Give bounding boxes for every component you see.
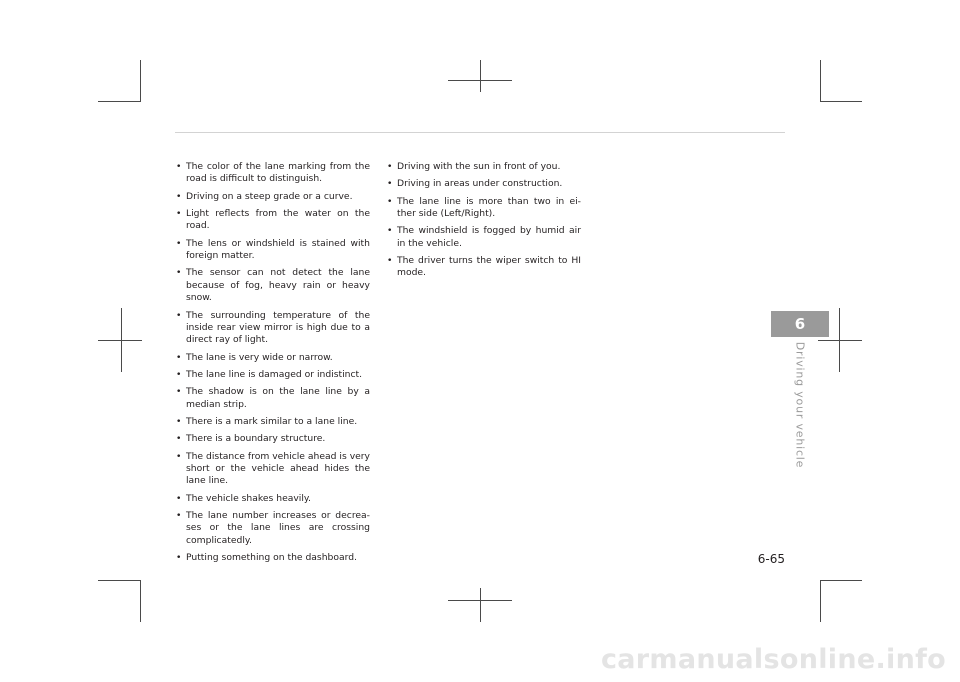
chapter-tab-title: Driving your vehicle xyxy=(793,341,807,469)
list-item xyxy=(386,196,581,221)
list-item-text: The lane line is more than two in ei-ther side (Left/Right). xyxy=(397,195,581,219)
list-item-text: The windshield is fogged by humid air in the vehicle. xyxy=(397,225,581,249)
crop-mark xyxy=(448,600,512,601)
list-item-text: The vehicle shakes heavily. xyxy=(186,492,311,504)
list-item xyxy=(175,310,370,347)
bullet-icon: • xyxy=(176,190,182,202)
bullet-icon: • xyxy=(176,433,182,445)
bullet-icon: • xyxy=(176,237,182,249)
crop-mark xyxy=(820,580,821,622)
list-item xyxy=(175,416,370,428)
bullet-icon: • xyxy=(176,552,182,564)
list-item-text: There is a boundary structure. xyxy=(186,433,326,445)
list-item xyxy=(175,369,370,381)
page-number: 6-65 xyxy=(757,552,785,566)
list-item xyxy=(175,552,370,564)
list-item xyxy=(386,178,581,190)
bullet-icon: • xyxy=(176,509,182,521)
bullet-icon: • xyxy=(176,161,182,172)
list-item-text: The color of the lane marking from the road is difficult to distinguish. xyxy=(186,161,370,185)
crop-mark xyxy=(98,340,142,341)
bullet-icon: • xyxy=(176,415,182,427)
right-column xyxy=(386,161,581,285)
list-item xyxy=(175,510,370,547)
bullet-icon: • xyxy=(387,195,393,207)
list-item xyxy=(175,433,370,445)
list-item-text: The lane number increases or decrea-ses or the lane lines are crossing complicatedly. xyxy=(186,509,370,546)
right-bullet-list xyxy=(386,161,581,280)
bullet-icon: • xyxy=(387,255,393,266)
crop-mark xyxy=(480,588,481,622)
list-item xyxy=(386,161,581,173)
crop-mark xyxy=(480,60,481,92)
list-item-text: Driving on a steep grade or a curve. xyxy=(186,190,353,202)
left-bullet-list xyxy=(175,161,370,564)
bullet-icon: • xyxy=(176,351,182,363)
list-item-text: The distance from vehicle ahead is very short or the vehicle ahead hides the lane line. xyxy=(186,450,370,487)
list-item-text: The surrounding temperature of the inside rear view mirror is high due to a direct ray of light. xyxy=(186,309,370,346)
list-item xyxy=(175,191,370,203)
crop-mark xyxy=(820,60,821,102)
site-watermark: carmanualsonline.info xyxy=(600,644,946,675)
bullet-icon: • xyxy=(176,267,182,279)
crop-mark xyxy=(820,101,862,102)
list-item-text: Light reflects from the water on the road. xyxy=(186,208,370,232)
list-item-text: There is a mark similar to a lane line. xyxy=(186,415,358,427)
list-item xyxy=(175,386,370,411)
bullet-icon: • xyxy=(176,386,182,398)
crop-mark xyxy=(98,580,140,581)
list-item-text: The shadow is on the lane line by a median strip. xyxy=(186,386,370,410)
crop-mark xyxy=(140,60,141,102)
crop-mark xyxy=(140,580,141,622)
list-item xyxy=(386,225,581,250)
bullet-icon: • xyxy=(387,225,393,237)
bullet-icon: • xyxy=(387,161,393,172)
bullet-icon: • xyxy=(176,368,182,380)
chapter-tab-number: 6 xyxy=(771,311,829,337)
list-item-text: The lane line is damaged or indistinct. xyxy=(186,368,363,380)
list-item-text: The sensor can not detect the lane because of fog, heavy rain or heavy snow. xyxy=(186,267,370,304)
list-item-text: Driving with the sun in front of you. xyxy=(397,161,561,172)
bullet-icon: • xyxy=(387,178,393,190)
crop-mark xyxy=(818,340,862,341)
list-item-text: The lane is very wide or narrow. xyxy=(186,351,333,363)
bullet-icon: • xyxy=(176,208,182,219)
left-column xyxy=(175,161,370,569)
list-item-text: Putting something on the dashboard. xyxy=(186,552,357,564)
list-item-text: Driving in areas under construction. xyxy=(397,178,563,190)
list-item xyxy=(386,255,581,280)
list-item xyxy=(175,352,370,364)
list-item xyxy=(175,208,370,233)
list-item xyxy=(175,238,370,263)
bullet-icon: • xyxy=(176,309,182,321)
header-rule xyxy=(175,132,785,133)
crop-mark xyxy=(98,101,140,102)
crop-mark xyxy=(448,80,512,81)
crop-mark xyxy=(820,580,862,581)
list-item-text: The lens or windshield is stained with foreign matter. xyxy=(186,237,370,262)
list-item xyxy=(175,493,370,505)
list-item xyxy=(175,451,370,488)
list-item xyxy=(175,267,370,304)
list-item-text: The driver turns the wiper switch to HI mode. xyxy=(397,255,581,279)
list-item xyxy=(175,161,370,186)
bullet-icon: • xyxy=(176,492,182,504)
bullet-icon: • xyxy=(176,450,182,462)
